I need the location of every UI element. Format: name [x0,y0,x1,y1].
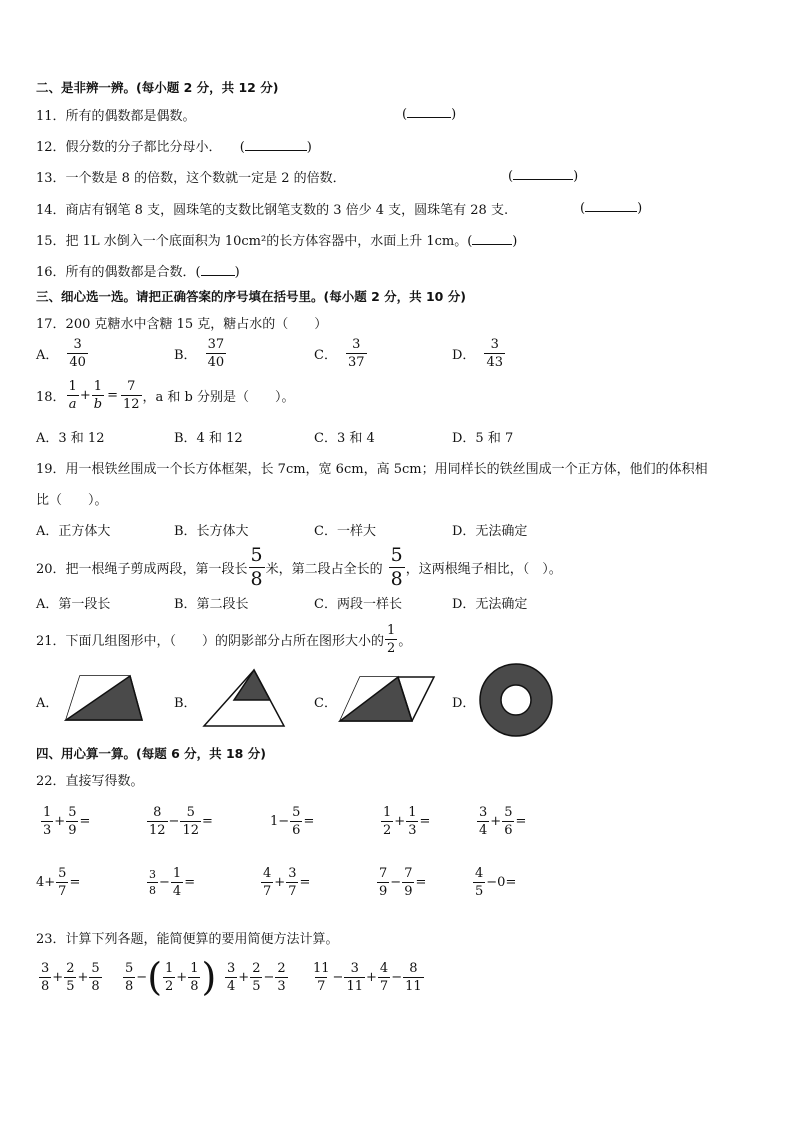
question-19-line2: 比（ ）。 [36,493,108,508]
q21-option-d-label[interactable]: D． [452,696,476,711]
calc-22-1: $\frac{1}{3}$ + $\frac{5}{9}$ = [43,805,91,838]
calc-22-2: $\frac{8}{12}$ − $\frac{5}{12}$ = [149,805,213,838]
calc-23-3: $\frac{3}{4}$ + $\frac{2}{5}$ − $\frac{2}{3}$ [227,961,286,994]
answer-blank-12[interactable]: ( ) [239,140,312,155]
q19-option-d[interactable]: D．无法确定 [452,524,528,539]
answer-blank-16[interactable]: ( ) [195,265,240,280]
answer-blank-11[interactable]: ( ) [402,107,457,122]
calc-22-8: $\frac{4}{7}$ + $\frac{3}{7}$ = [263,866,311,899]
section-3-title: 三、细心选一选。请把正确答案的序号填在括号里。(每小题 2 分，共 10 分) [36,289,466,304]
q18-option-b[interactable]: B．4 和 12 [174,431,243,446]
q18-option-c[interactable]: C．3 和 4 [314,431,375,446]
question-11: 11．所有的偶数都是偶数。 [36,109,196,124]
question-20-stem: 20．把一根绳子剪成两段，第一段长 $\frac{5}{8}$ 米，第二段占全长的 $\frac{5}{8}$ ，这两根绳子相比，（ ）。 [36,544,562,590]
question-22-stem: 22．直接写得数。 [36,774,144,789]
calc-23-4: $\frac{11}{7}$ − $\frac{3}{11}$ + $\frac{4}{7}$ − $\frac{8}{11}$ [313,961,422,994]
question-16: 16．所有的偶数都是合数．( ) [36,265,240,280]
question-15: 15．把 1L 水倒入一个底面积为 10cm²的长方体容器中，水面上升 1cm。( ) [36,234,518,249]
question-23-stem: 23．计算下列各题，能简便算的要用简便方法计算。 [36,932,339,947]
answer-blank-15[interactable]: ( ) [467,234,518,249]
q20-option-b[interactable]: B．第二段长 [174,597,249,612]
q20-option-c[interactable]: C．两段一样长 [314,597,402,612]
q17-option-c[interactable]: C． $\frac{3}{37}$ [314,337,365,370]
calc-22-10: $\frac{4}{5}$ −0 = [475,866,517,899]
q20-option-d[interactable]: D．无法确定 [452,597,528,612]
calc-22-4: $\frac{1}{2}$ + $\frac{1}{3}$ = [383,805,431,838]
calc-22-5: $\frac{3}{4}$ + $\frac{5}{6}$ = [479,805,527,838]
q21-figure-a-trapezoid [64,672,144,724]
answer-blank-13[interactable]: ( ) [508,169,579,184]
q21-option-b-label[interactable]: B． [174,696,197,711]
q19-option-c[interactable]: C．一样大 [314,524,376,539]
q18-option-a[interactable]: A．3 和 12 [36,431,105,446]
q17-option-b[interactable]: B． $\frac{37}{40}$ [174,337,225,370]
question-17-stem: 17．200 克糖水中含糖 15 克，糖占水的（ ） [36,317,328,332]
question-14: 14．商店有钢笔 8 支，圆珠笔的支数比钢笔支数的 3 倍少 4 支，圆珠笔有 28 支. [36,203,509,218]
question-21-stem: 21．下面几组图形中，（ ）的阴影部分占所在图形大小的 $\frac{1}{2}$ 。 [36,623,412,656]
calc-22-7: $\frac{3}{8}$ − $\frac{1}{4}$ = [149,866,196,899]
q20-option-a[interactable]: A．第一段长 [36,597,111,612]
q19-option-a[interactable]: A．正方体大 [36,524,111,539]
q19-option-b[interactable]: B．长方体大 [174,524,249,539]
q21-figure-d-ring [478,662,554,738]
question-12: 12．假分数的分子都比分母小． ( ) [36,140,312,155]
calc-22-6: 4+ $\frac{5}{7}$ = [36,866,81,899]
calc-23-1: $\frac{3}{8}$ + $\frac{2}{5}$ + $\frac{5}{8}$ [41,961,100,994]
q21-figure-c-parallelogram [338,674,436,724]
question-19-line1: 19．用一根铁丝围成一个长方体框架，长 7cm，宽 6cm，高 5cm；用同样长的铁丝围成一个正方体，他们的体积相 [36,462,708,477]
q21-figure-b-triangle [202,668,286,728]
q17-option-d[interactable]: D． $\frac{3}{43}$ [452,337,503,370]
q18-option-d[interactable]: D．5 和 7 [452,431,514,446]
q21-option-c-label[interactable]: C． [314,696,337,711]
question-18-stem: 18． $\frac{1}{a}$ + $\frac{1}{b}$ = $\frac{7}{12}$ ，a 和 b 分别是（ ）。 [36,379,295,412]
question-13: 13．一个数是 8 的倍数，这个数就一定是 2 的倍数． [36,171,346,186]
answer-blank-14[interactable]: ( ) [580,201,643,216]
section-4-title: 四、用心算一算。(每题 6 分，共 18 分) [36,746,266,761]
q21-option-a-label[interactable]: A． [36,696,59,711]
calc-23-2: $\frac{5}{8}$ − ( $\frac{1}{2}$ + $\frac{1}{8}$ ) [125,955,217,999]
section-2-title: 二、是非辨一辨。(每小题 2 分，共 12 分) [36,80,279,95]
q17-option-a[interactable]: A． $\frac{3}{40}$ [36,337,86,370]
calc-22-9: $\frac{7}{9}$ − $\frac{7}{9}$ = [379,866,427,899]
calc-22-3: 1− $\frac{5}{6}$ = [270,805,315,838]
